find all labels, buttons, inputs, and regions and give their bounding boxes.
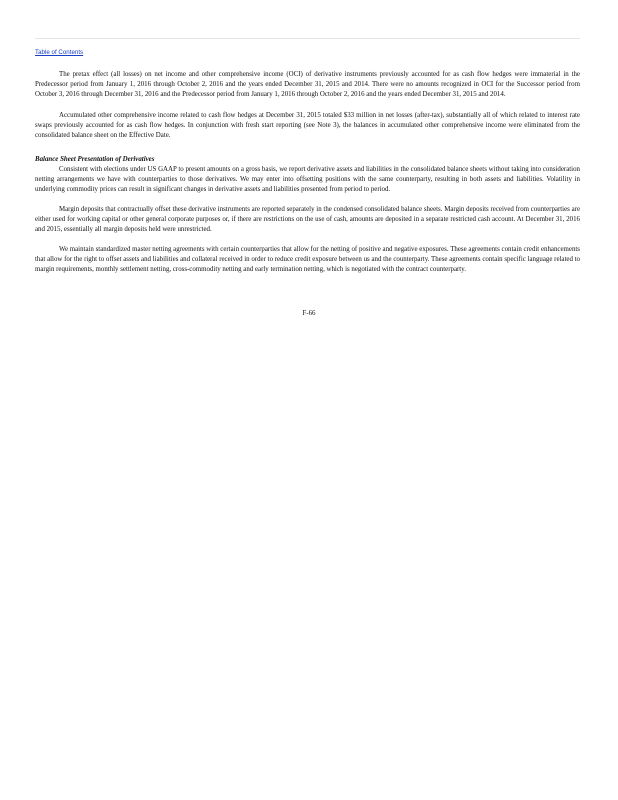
paragraph-margin-deposits: Margin deposits that contractually offset these derivative instruments are reported separately in the condensed consolidated balance sheets. Margin deposits received from counterparties are either used for working capital or other general corporate purposes or, if there are restrictions on the use of cash, amounts are deposited in a separate restricted cash account. At December 31, 2016 and 2015, essentially all margin deposits held were unrestricted. — [35, 205, 580, 234]
paragraph-accumulated-oci: Accumulated other comprehensive income related to cash flow hedges at December 31, 2015 totaled $33 million in net losses (after-tax), substantially all of which related to interest rate swaps previously accounted for as cash flow hedges. In conjunction with fresh start reporting (see Note 3), the balances in accumulated other comprehensive income were eliminated from the consolidated balance sheet on the Effective Date. — [35, 112, 580, 140]
table-of-contents-link[interactable]: Table of Contents — [35, 49, 84, 56]
page-number: F-66 — [302, 310, 316, 317]
section-heading: Balance Sheet Presentation of Derivatives — [35, 155, 155, 163]
document-body — [35, 70, 580, 276]
paragraph-netting-agreements: We maintain standardized master netting agreements with certain counterparties that allow for the netting of positive and negative exposures. These agreements contain credit enhancements that allow for the right to offset assets and liabilities and collateral received in order to reduce credit exposure between us and the counterparty. These agreements contain specific language related to margin requirements, monthly settlement netting, cross-commodity netting and early termination netting, which is negotiated with the contract counterparty. — [35, 246, 580, 274]
paragraph-pretax-effect: The pretax effect (all losses) on net income and other comprehensive income (OCI) of derivative instruments previously accounted for as cash flow hedges were immaterial in the Predecessor period from January 1, 2016 through October 2, 2016 and the years ended December 31, 2015 and 2014. There were no amounts recognized in OCI for the Successor period from October 3, 2016 through December 31, 2016 and the Predecessor period from January 1, 2016 through October 2, 2016 and the years ended December 31, 2015 and 2014. — [35, 71, 580, 99]
paragraph-gross-presentation: Consistent with elections under US GAAP to present amounts on a gross basis, we report derivative assets and liabilities in the consolidated balance sheets without taking into consideration netting arrangements we have with counterparties to those derivatives. We may enter into offsetting positions with the same counterparty, resulting in both assets and liabilities. Volatility in underlying commodity prices can result in significant changes in derivative assets and liabilities presented from period to period. — [35, 165, 580, 193]
header-divider — [35, 38, 580, 39]
